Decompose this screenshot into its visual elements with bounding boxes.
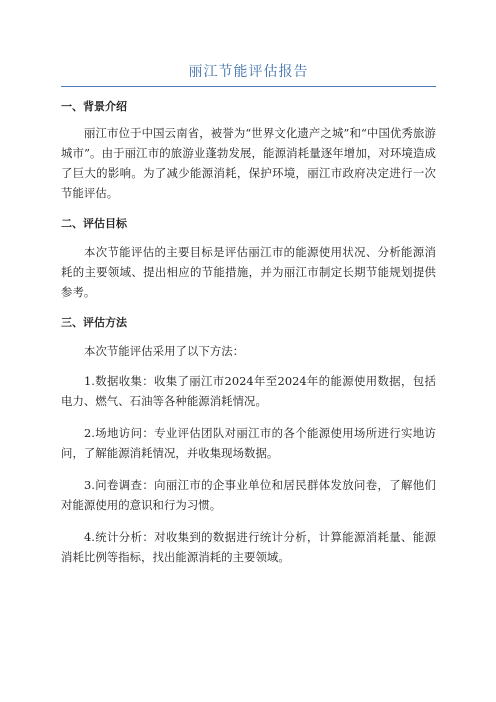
section-methods bbox=[61, 316, 436, 567]
list-item-site-visit: 2.场地访问：专业评估团队对丽江市的各个能源使用场所进行实地访问，了解能源消耗情况，并收集现场数据。 bbox=[61, 426, 436, 460]
paragraph-background: 丽江市位于中国云南省，被誉为“世界文化遗产之城”和“中国优秀旅游城市”。由于丽江市的旅游业蓬勃发展，能源消耗量逐年增加，对环境造成了巨大的影响。为了减少能源消耗，保护环境，丽江市政府决定进行一次节能评估。 bbox=[61, 126, 436, 200]
paragraph-methods-intro: 本次节能评估采用了以下方法： bbox=[84, 344, 245, 358]
section-heading-goals: 二、评估目标 bbox=[61, 217, 127, 230]
paragraph-goals: 本次节能评估的主要目标是评估丽江市的能源使用状况、分析能源消耗的主要领域、提出相应的节能措施，并为丽江市制定长期节能规划提供参考。 bbox=[61, 245, 436, 299]
title-divider bbox=[61, 86, 436, 87]
section-heading-background: 一、背景介绍 bbox=[61, 100, 127, 113]
list-item-data-collection: 1.数据收集：收集了丽江市2024年至2024年的能源使用数据，包括电力、燃气、石油等各种能源消耗情况。 bbox=[61, 374, 436, 408]
list-item-survey: 3.问卷调查：向丽江市的企事业单位和居民群体发放问卷，了解他们对能源使用的意识和行为习惯。 bbox=[61, 478, 436, 512]
section-heading-methods: 三、评估方法 bbox=[61, 316, 127, 329]
list-item-statistics: 4.统计分析：对收集到的数据进行统计分析，计算能源消耗量、能源消耗比例等指标，找出能源消耗的主要领域。 bbox=[61, 530, 436, 564]
document-title: 丽江节能评估报告 bbox=[188, 64, 309, 80]
section-goals bbox=[61, 217, 436, 302]
section-background bbox=[61, 100, 436, 203]
